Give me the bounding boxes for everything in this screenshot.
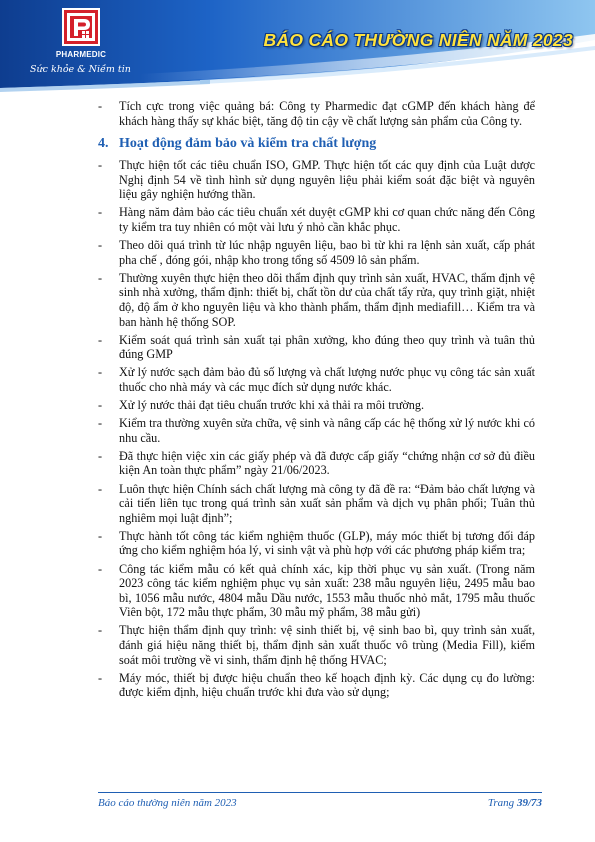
bullet-dash: - [98, 205, 103, 220]
bullet-text: Xử lý nước thải đạt tiêu chuẩn trước khi xả thải ra môi trường. [119, 398, 425, 413]
bullet-text: Tích cực trong việc quảng bá: Công ty Pharmedic đạt cGMP đến khách hàng để khách hàng thấy sự khác biệt, tăng độ tin cậy về chất lượng sản phẩm của Công ty. [119, 99, 535, 128]
quality-bullet-list [98, 158, 535, 700]
list-item [98, 623, 535, 667]
footer-report-name: Báo cáo thường niên năm 2023 [98, 797, 237, 809]
list-item [98, 416, 535, 445]
logo-text: PHARMEDIC [55, 50, 107, 59]
report-title: BÁO CÁO THƯỜNG NIÊN NĂM 2023 [263, 30, 573, 50]
bullet-text: Công tác kiểm mẫu có kết quả chính xác, kịp thời phục vụ sản xuất. (Trong năm 2023 công tác kiểm nghiệm phục vụ sản xuất: 238 mẫu nguyên liệu, 2495 mẫu bao bì, 1056 mẫu nước, 4804 mẫu Dầu nước, 1553 mẫu thuốc nhỏ mắt, 1795 mẫu thuốc Viên bột, 172 mẫu thực phẩm, 30 mẫu mỹ phẩm, 38 mẫu gửi) [119, 561, 535, 620]
bullet-text: Luôn thực hiện Chính sách chất lượng mà công ty đã đề ra: “Đảm bảo chất lượng và cải tiến liên tục trong quá trình sản xuất sản phẩm và dịch vụ phân phối; Tuân thủ nghiêm mọi luật định”; [119, 481, 535, 525]
list-item [98, 529, 535, 558]
bullet-dash: - [98, 398, 103, 413]
bullet-text: Thường xuyên thực hiện theo dõi thẩm định quy trình sản xuất, HVAC, thẩm định vệ sinh nhà xưởng, thẩm định: thiết bị, chất tồn dư của chất tẩy rửa, quy trình giặt, nhiệt độ, độ ẩm ở kho nguyên liệu và kho thành phẩm, thẩm định mediafill… Kiểm tra và ban hành hệ thống SOP. [119, 270, 535, 329]
section-title: Hoạt động đảm bảo và kiểm tra chất lượng [119, 136, 377, 152]
bullet-dash: - [98, 481, 103, 496]
bullet-dash: - [98, 670, 103, 685]
intro-bullet-list [98, 99, 535, 128]
list-item [98, 205, 535, 234]
section-number: 4. [98, 136, 109, 152]
list-item [98, 238, 535, 267]
bullet-dash: - [98, 332, 103, 347]
bullet-dash: - [98, 528, 103, 543]
list-item [98, 333, 535, 362]
list-item [98, 671, 535, 700]
list-item [98, 562, 535, 620]
bullet-text: Thực hành tốt công tác kiểm nghiệm thuốc (GLP), máy móc thiết bị tương đối đáp ứng cho kiểm nghiệm hóa lý, vi sinh vật và phù hợp với các phương pháp kiểm tra; [119, 528, 535, 558]
list-item [98, 365, 535, 394]
bullet-text: Máy móc, thiết bị được hiệu chuẩn theo kế hoạch định kỳ. Các dụng cụ đo lường: được kiểm định, hiệu chuẩn trước khi đưa vào sử dụng; [119, 670, 535, 700]
bullet-dash: - [98, 623, 103, 638]
bullet-text: Thực hiện thẩm định quy trình: vệ sinh thiết bị, vệ sinh bao bì, quy trình sản xuất, đánh giá hiệu năng thiết bị, thẩm định sản xuất thuốc vô trùng (Media Fill), kiểm soát môi trường về vi sinh, thẩm định hệ thống HVAC; [119, 623, 535, 667]
bullet-dash: - [98, 365, 103, 380]
bullet-text: Thực hiện tốt các tiêu chuẩn ISO, GMP. Thực hiện tốt các quy định của Luật dược Nghị định 54 về tình hình sử dụng nguyên liệu phải kiểm soát đặc biệt và nguyên liệu gây nghiện hướng thần. [119, 158, 535, 202]
bullet-text: Xử lý nước sạch đảm bảo đủ số lượng và chất lượng nước phục vụ công tác sản xuất thuốc cho nhà máy và các mục đích sử dụng nước khác. [119, 365, 535, 394]
bullet-dash: - [98, 270, 103, 285]
bullet-dash: - [98, 238, 103, 253]
list-item [98, 449, 535, 478]
bullet-dash: - [98, 561, 103, 576]
section-heading [98, 135, 535, 153]
page-number: 39/73 [516, 797, 542, 809]
bullet-text: Theo dõi quá trình từ lúc nhập nguyên liệu, bao bì từ khi ra lệnh sản xuất, cấp phát pha chế , đóng gói, nhập kho trong tổng số 4509 lô sản phẩm. [119, 238, 535, 267]
header-banner [0, 0, 595, 92]
bullet-dash: - [98, 158, 103, 173]
footer-divider [98, 792, 542, 793]
company-slogan: Sức khỏe & Niềm tin [30, 64, 131, 75]
bullet-dash: - [98, 99, 103, 113]
list-item [98, 271, 535, 329]
bullet-text: Kiểm soát quá trình sản xuất tại phân xưởng, kho đúng theo quy trình và tuân thủ đúng GMP [119, 332, 535, 362]
pharmedic-logo-icon [62, 8, 100, 46]
page-label: Trang [487, 797, 515, 809]
bullet-text: Đã thực hiện việc xin các giấy phép và đã được cấp giấy “chứng nhận cơ sở đủ điều kiện An toàn thực phẩm” ngày 21/06/2023. [119, 448, 535, 478]
list-item [98, 99, 535, 128]
list-item [98, 398, 535, 413]
bullet-dash: - [98, 416, 103, 431]
bullet-dash: - [98, 448, 103, 463]
footer-page-number [488, 797, 542, 809]
page-content [98, 99, 535, 703]
bullet-text: Kiểm tra thường xuyên sửa chữa, vệ sinh và nâng cấp các hệ thống xử lý nước khi có nhu cầu. [119, 416, 535, 445]
bullet-text: Hàng năm đảm bảo các tiêu chuẩn xét duyệt cGMP khi cơ quan chức năng đến Công ty kiểm tra tuy nhiên có một vài lưu ý nhỏ cần khắc phục. [119, 205, 535, 235]
list-item [98, 482, 535, 526]
list-item [98, 158, 535, 202]
